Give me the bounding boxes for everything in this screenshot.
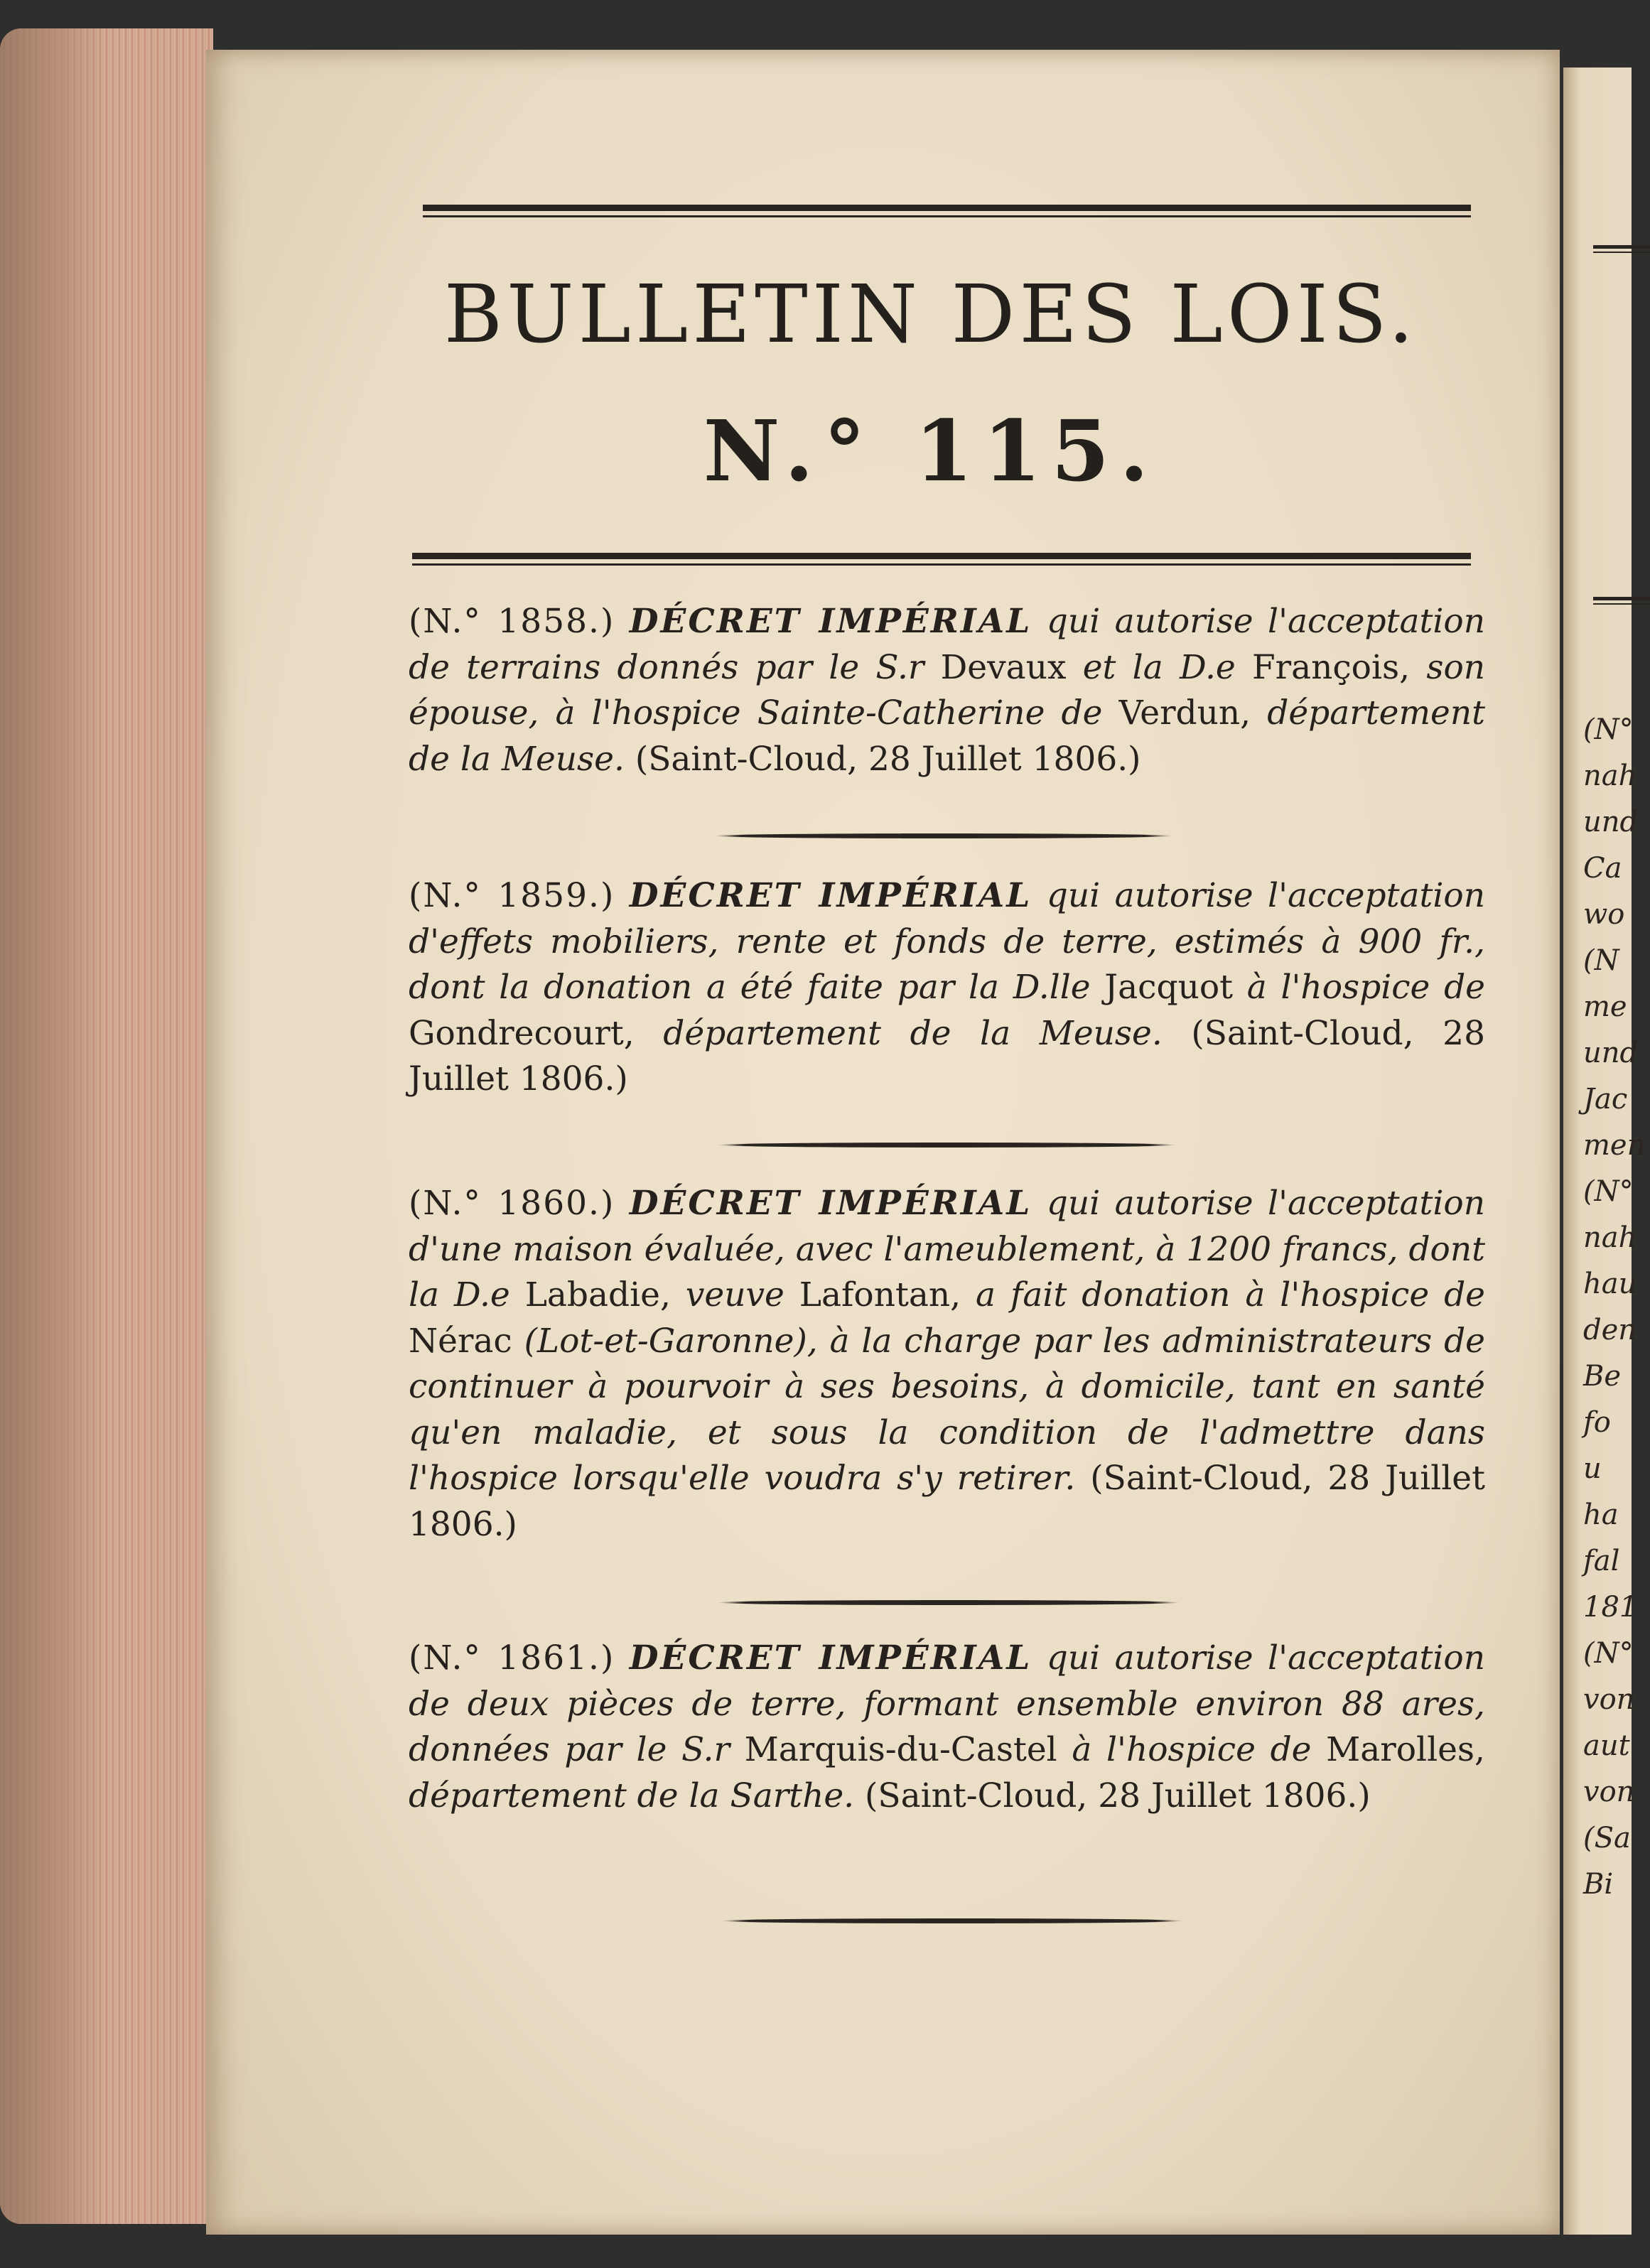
book-edge-shadow <box>0 28 107 2224</box>
entry-number: (N.° 1859.) <box>409 876 615 915</box>
decree-heading: DÉCRET IMPÉRIAL <box>629 1638 1032 1678</box>
entry-number: (N.° 1860.) <box>409 1184 615 1223</box>
next-page-rule-mid <box>1593 597 1650 605</box>
decree-heading: DÉCRET IMPÉRIAL <box>629 1184 1032 1223</box>
entry-number: (N.° 1861.) <box>409 1638 615 1678</box>
decree-entry-1858: (N.° 1858.) DÉCRET IMPÉRIAL qui autorise l'acceptation de terrains donnés par le S.r Devaux et la D.e François, son épouse, à l'hospice Sainte-Catherine de Verdun, département de la Meuse. (Saint-Cloud, 28 Juillet 1806.) <box>409 602 1486 779</box>
entry-date: (Saint-Cloud, 28 Juillet 1806.) <box>635 739 1141 779</box>
page-title: BULLETIN DES LOIS. <box>443 269 1418 361</box>
decree-heading: DÉCRET IMPÉRIAL <box>629 876 1032 915</box>
entry-date: (Saint-Cloud, 28 Juillet 1806.) <box>409 1459 1485 1544</box>
separator-rule <box>721 1918 1183 1923</box>
separator-rule <box>714 833 1172 838</box>
next-page-fragments: (N° nah und Ca wo (N me und Jac men (N° nah hau den Be fo u ha fal 181 (N° von aut von (Sa Bi <box>1583 713 1646 1901</box>
entry-date: (Saint-Cloud, 28 Juillet 1806.) <box>409 1013 1485 1098</box>
header-rule-top <box>423 205 1471 217</box>
separator-rule <box>718 1143 1176 1148</box>
entry-date: (Saint-Cloud, 28 Juillet 1806.) <box>865 1776 1371 1815</box>
decree-entry-1859: (N.° 1859.) DÉCRET IMPÉRIAL qui autorise l'acceptation d'effets mobiliers, rente et fonds de terre, estimés à 900 fr., dont la donation a été faite par la D.lle Jacquot à l'hospice de Gondrecourt, département de la Meuse. (Saint-Cloud, 28 Juillet 1806.) <box>409 876 1485 1098</box>
decree-heading: DÉCRET IMPÉRIAL <box>629 602 1032 641</box>
decree-entry-1860: (N.° 1860.) DÉCRET IMPÉRIAL qui autorise l'acceptation d'une maison évaluée, avec l'ameublement, à 1200 francs, dont la D.e Labadie, veuve Lafontan, a fait donation à l'hospice de Nérac (Lot-et-Garonne), à la charge par les administrateurs de continuer à pourvoir à ses besoins, à domicile, tant en santé qu'en maladie, et sous la condition de l'admettre dans l'hospice lorsqu'elle voudra s'y retirer. (Saint-Cloud, 28 Juillet 1806.) <box>409 1184 1485 1544</box>
next-page-sliver <box>1563 68 1646 2235</box>
separator-rule <box>718 1600 1180 1605</box>
next-page-rule-top <box>1593 245 1650 253</box>
header-rule-bottom <box>412 553 1471 566</box>
bulletin-number: N.° 115. <box>703 401 1159 500</box>
entry-number: (N.° 1858.) <box>409 602 615 641</box>
decree-entry-1861: (N.° 1861.) DÉCRET IMPÉRIAL qui autorise l'acceptation de deux pièces de terre, formant ensemble environ 88 ares, données par le S.r Marquis-du-Castel à l'hospice de Marolles, département de la Sarthe. (Saint-Cloud, 28 Juillet 1806.) <box>409 1638 1485 1815</box>
